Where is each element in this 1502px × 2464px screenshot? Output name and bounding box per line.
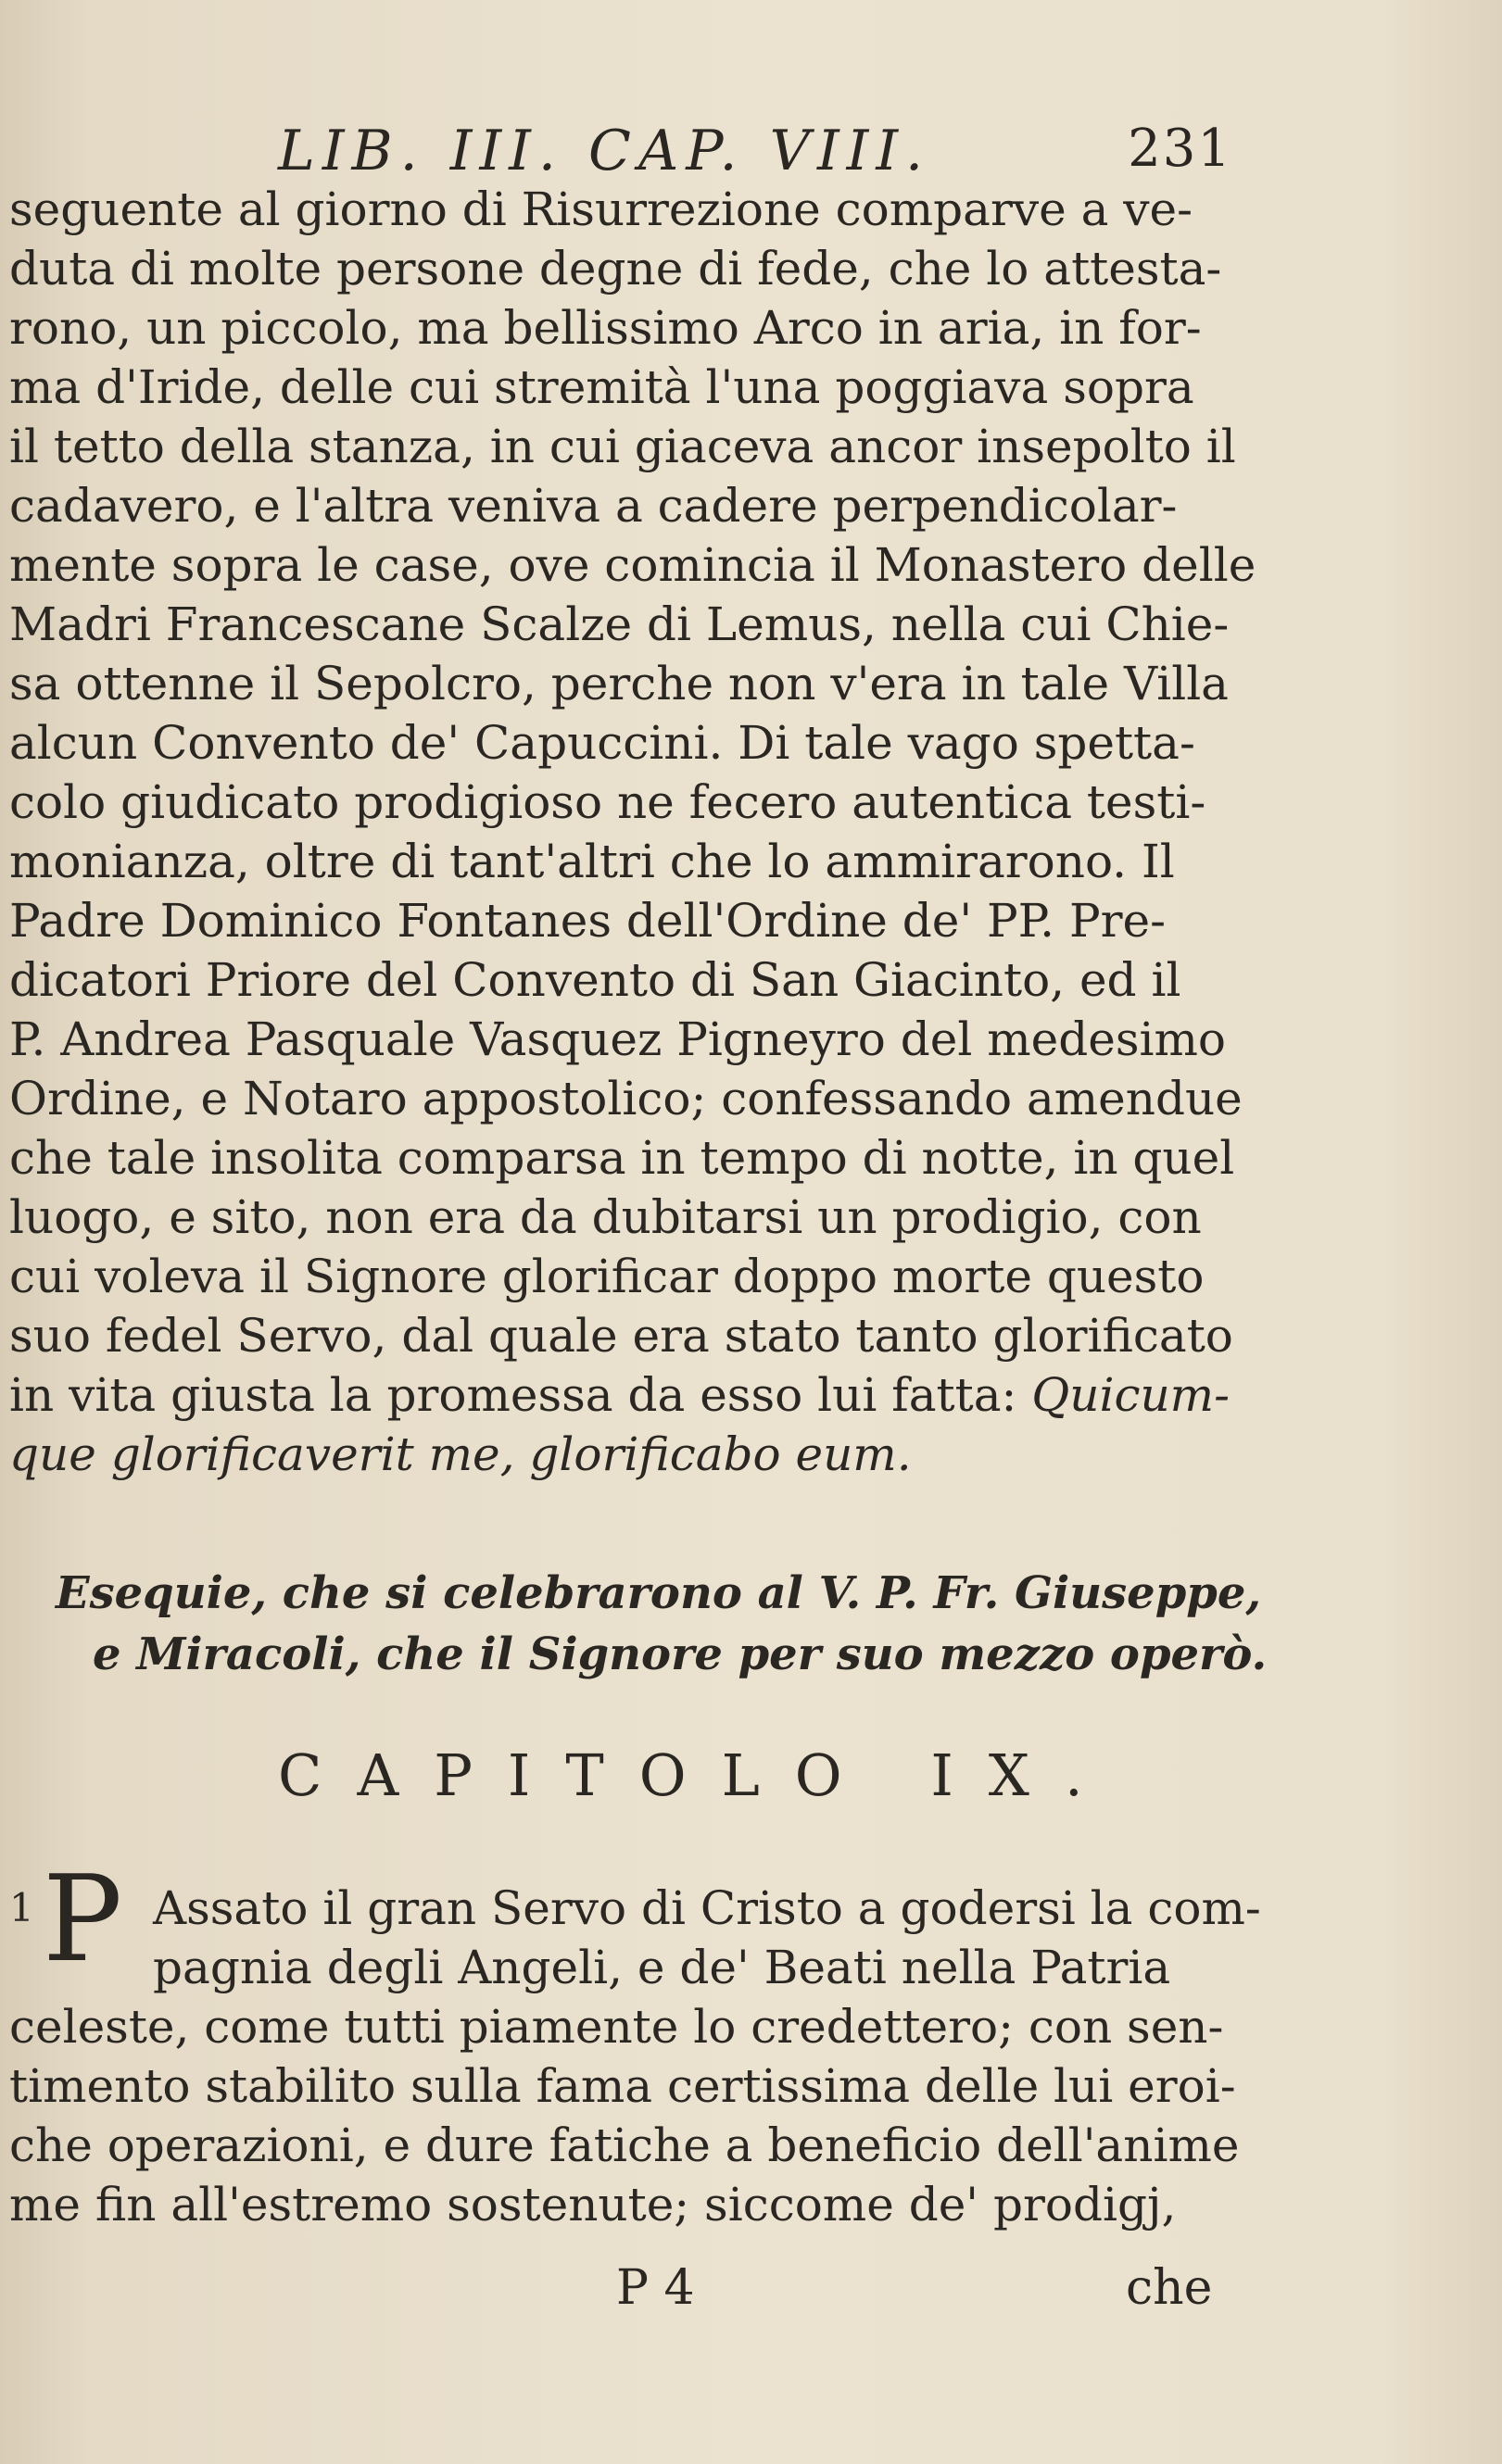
text-line — [9, 1367, 1230, 1423]
text-line: mente sopra le case, ove comincia il Monastero delle — [9, 538, 1256, 592]
text-line: duta di molte persone degne di fede, che lo attesta- — [9, 242, 1222, 295]
text-line: rono, un piccolo, ma bellissimo Arco in aria, in for- — [9, 301, 1202, 355]
text-line: sa ottenne il Sepolcro, perche non v'era in tale Villa — [9, 657, 1229, 710]
text-line: suo fedel Servo, dal quale era stato tanto glorificato — [9, 1309, 1233, 1363]
chapter-text-line: celeste, come tutti piamente lo credettero; con sen- — [9, 2000, 1224, 2054]
chapter-text-line: timento stabilito sulla fama certissima delle lui eroi- — [9, 2059, 1236, 2113]
text-line: dicatori Priore del Convento di San Giacinto, ed il — [9, 953, 1181, 1007]
text-line: Ordine, e Notaro appostolico; confessando amendue — [9, 1072, 1243, 1125]
chapter-summary-line-1: Esequie, che si celebrarono al V. P. Fr. Giuseppe, — [56, 1567, 1262, 1619]
text-line: cui voleva il Signore glorificar doppo morte questo — [9, 1250, 1205, 1303]
text-line: colo giudicato prodigioso ne fecero autentica testi- — [9, 775, 1206, 829]
text-line: P. Andrea Pasquale Vasquez Pigneyro del medesimo — [9, 1012, 1227, 1066]
section-number: 1 — [9, 1885, 34, 1930]
page-number: 231 — [1128, 119, 1232, 179]
text-line: Padre Dominico Fontanes dell'Ordine de' PP. Pre- — [9, 894, 1166, 948]
latin-quote-start: Quicum- — [1031, 1368, 1230, 1422]
text-line: monianza, oltre di tant'altri che lo ammirarono. Il — [9, 835, 1175, 888]
chapter-text-line: Assato il gran Servo di Cristo a godersi la com- — [153, 1881, 1261, 1935]
text-line: cadavero, e l'altra veniva a cadere perpendicolar- — [9, 479, 1178, 533]
text-line: alcun Convento de' Capuccini. Di tale vago spetta- — [9, 716, 1195, 770]
chapter-title: CAPITOLO IX. — [278, 1741, 1118, 1809]
chapter-text-line: pagnia degli Angeli, e de' Beati nella Patria — [153, 1941, 1171, 1994]
latin-quote-end: que glorificaverit me, glorificabo eum. — [9, 1427, 912, 1481]
text-line: Madri Francescane Scalze di Lemus, nella cui Chie- — [9, 597, 1230, 651]
chapter-text-line: che operazioni, e dure fatiche a beneficio dell'anime — [9, 2118, 1240, 2172]
catchword: che — [1126, 2260, 1213, 2316]
text-line-content: in vita giusta la promessa da esso lui fatta: — [9, 1368, 1017, 1422]
text-line: il tetto della stanza, in cui giaceva ancor insepolto il — [9, 420, 1236, 473]
chapter-summary-line-2: e Miracoli, che il Signore per suo mezzo operò. — [93, 1628, 1268, 1680]
text-line: seguente al giorno di Risurrezione comparve a ve- — [9, 182, 1193, 236]
printer-signature: P 4 — [616, 2260, 695, 2316]
text-line: luogo, e sito, non era da dubitarsi un prodigio, con — [9, 1190, 1202, 1244]
drop-cap: P — [43, 1851, 123, 1989]
text-line: ma d'Iride, delle cui stremità l'una poggiava sopra — [9, 360, 1194, 414]
running-head: LIB. III. CAP. VIII. — [278, 119, 931, 183]
chapter-text-line: me fin all'estremo sostenute; siccome de' prodigj, — [9, 2178, 1177, 2231]
text-line: che tale insolita comparsa in tempo di notte, in quel — [9, 1131, 1235, 1185]
